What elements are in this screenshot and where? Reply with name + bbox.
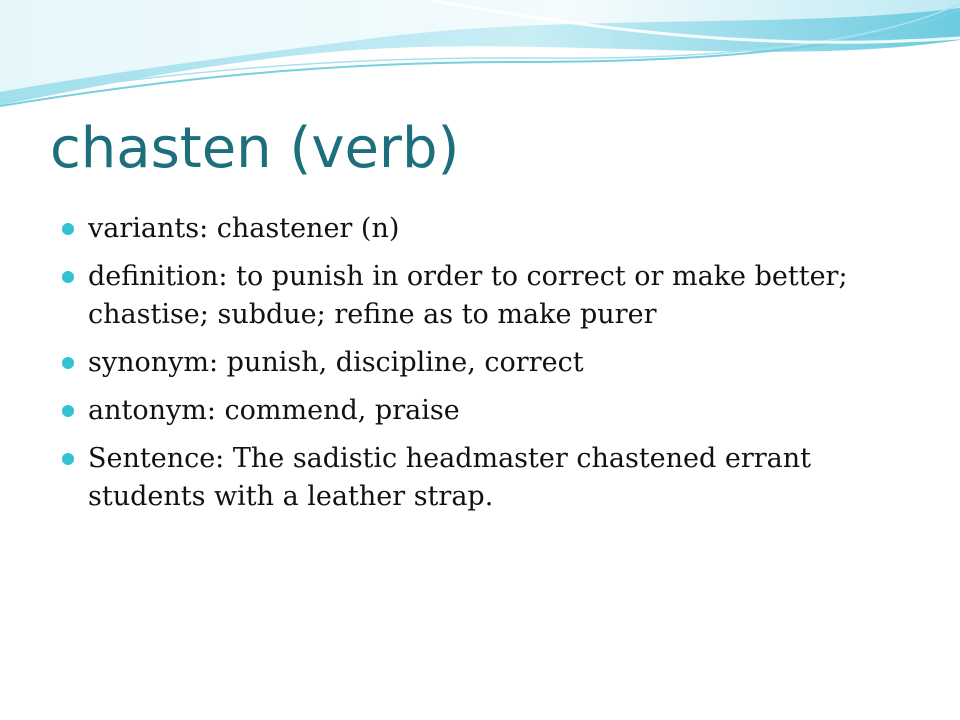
bullet-dot-icon bbox=[62, 223, 74, 235]
bullet-text: antonym: commend, praise bbox=[88, 395, 460, 426]
decorative-wave-header bbox=[0, 0, 960, 130]
slide-title: chasten (verb) bbox=[50, 116, 460, 181]
bullet-item-antonym bbox=[62, 392, 902, 430]
bullet-list bbox=[62, 210, 902, 526]
bullet-item-variants bbox=[62, 210, 902, 248]
bullet-text: definition: to punish in order to correct or make better; chastise; subdue; refine as to make purer bbox=[88, 261, 848, 330]
bullet-text: synonym: punish, discipline, correct bbox=[88, 347, 584, 378]
bullet-text: Sentence: The sadistic headmaster chastened errant students with a leather strap. bbox=[88, 443, 812, 512]
bullet-item-sentence bbox=[62, 440, 902, 516]
bullet-text: variants: chastener (n) bbox=[88, 213, 400, 244]
bullet-dot-icon bbox=[62, 453, 74, 465]
bullet-dot-icon bbox=[62, 357, 74, 369]
bullet-item-synonym bbox=[62, 344, 902, 382]
bullet-dot-icon bbox=[62, 405, 74, 417]
bullet-item-definition bbox=[62, 258, 902, 334]
bullet-dot-icon bbox=[62, 271, 74, 283]
